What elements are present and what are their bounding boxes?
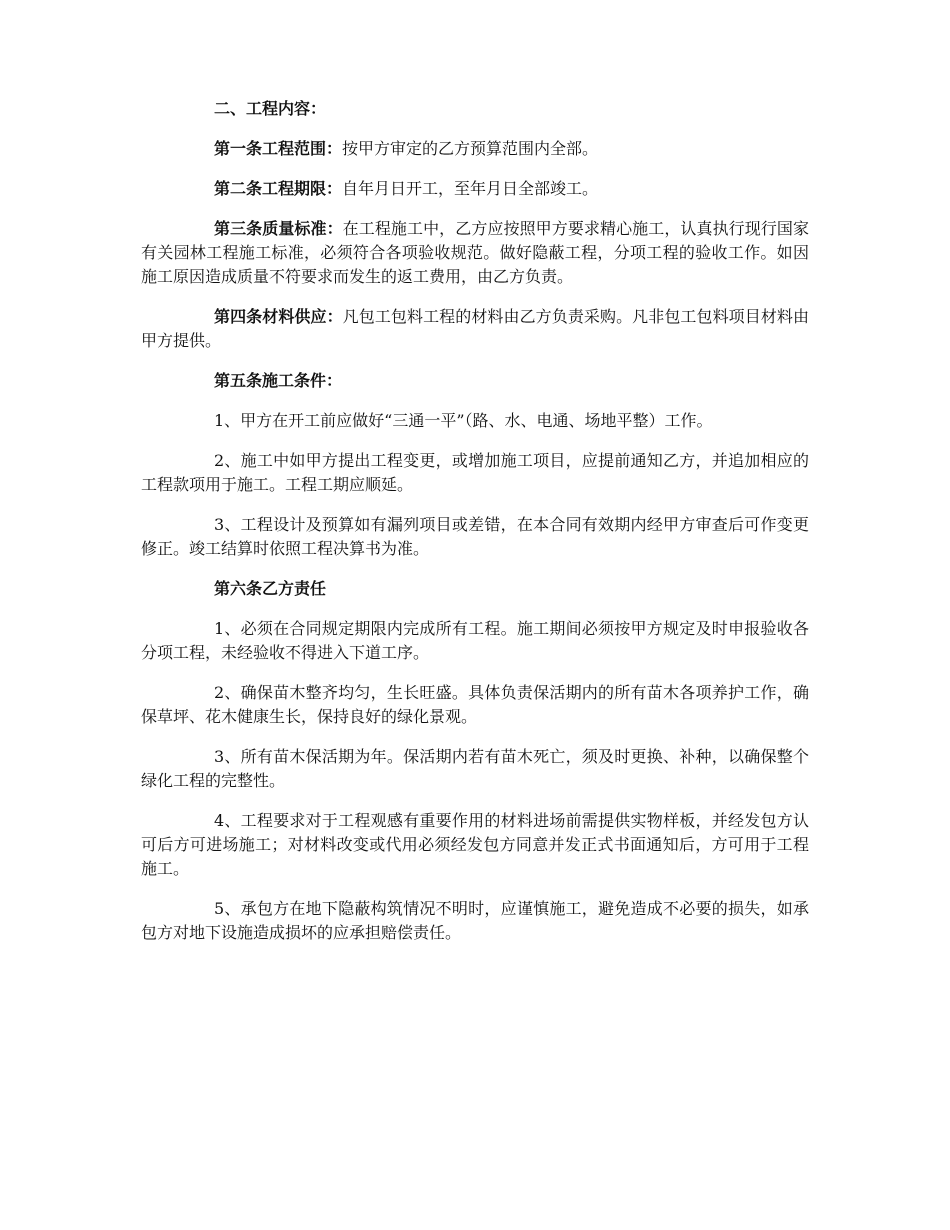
article-3-heading: 第三条质量标准：: [214, 219, 343, 238]
article-2-heading: 第二条工程期限：: [214, 179, 343, 198]
article-2-text: 自年月日开工，至年月日全部竣工。: [342, 179, 599, 198]
article-6-item-3: 3、所有苗木保活期为年。保活期内若有苗木死亡，须及时更换、补种，以确保整个绿化工程的完整性。: [141, 747, 809, 790]
article-2: [141, 177, 809, 201]
document-body: [141, 97, 809, 961]
article-6-heading: 第六条乙方责任: [214, 579, 327, 598]
article-4: [141, 305, 809, 353]
article-1-heading: 第一条工程范围：: [214, 139, 343, 158]
article-5-heading: 第五条施工条件：: [214, 371, 343, 390]
article-4-heading: 第四条材料供应：: [214, 307, 343, 326]
article-6-item-1: 1、必须在合同规定期限内完成所有工程。施工期间必须按甲方规定及时申报验收各分项工程，未经验收不得进入下道工序。: [141, 619, 809, 662]
article-6-item-4: 4、工程要求对于工程观感有重要作用的材料进场前需提供实物样板，并经发包方认可后方可进场施工；对材料改变或代用必须经发包方同意并发正式书面通知后，方可用于工程施工。: [141, 811, 809, 878]
article-1-text: 按甲方审定的乙方预算范围内全部。: [342, 139, 599, 158]
article-6-item-5: 5、承包方在地下隐蔽构筑情况不明时，应谨慎施工，避免造成不必要的损失，如承包方对地下设施造成损坏的应承担赔偿责任。: [141, 899, 809, 942]
article-5-item-3: 3、工程设计及预算如有漏列项目或差错，在本合同有效期内经甲方审查后可作变更修正。竣工结算时依照工程决算书为准。: [141, 515, 809, 558]
article-3: [141, 217, 809, 289]
article-4-text: 凡包工包料工程的材料由乙方负责采购。凡非包工包料项目材料由甲方提供。: [141, 307, 809, 350]
article-5-item-1: 1、甲方在开工前应做好“三通一平”（路、水、电通、场地平整）工作。: [214, 411, 713, 430]
section-title: 二、工程内容：: [214, 99, 327, 118]
article-1: [141, 137, 809, 161]
article-6-item-2: 2、确保苗木整齐均匀，生长旺盛。具体负责保活期内的所有苗木各项养护工作，确保草坪、花木健康生长，保持良好的绿化景观。: [141, 683, 809, 726]
article-5-item-2: 2、施工中如甲方提出工程变更，或增加施工项目，应提前通知乙方，并追加相应的工程款项用于施工。工程工期应顺延。: [141, 451, 809, 494]
article-3-text: 在工程施工中，乙方应按照甲方要求精心施工，认真执行现行国家有关园林工程施工标准，必须符合各项验收规范。做好隐蔽工程，分项工程的验收工作。如因施工原因造成质量不符要求而发生的返工费用，由乙方负责。: [141, 219, 809, 286]
